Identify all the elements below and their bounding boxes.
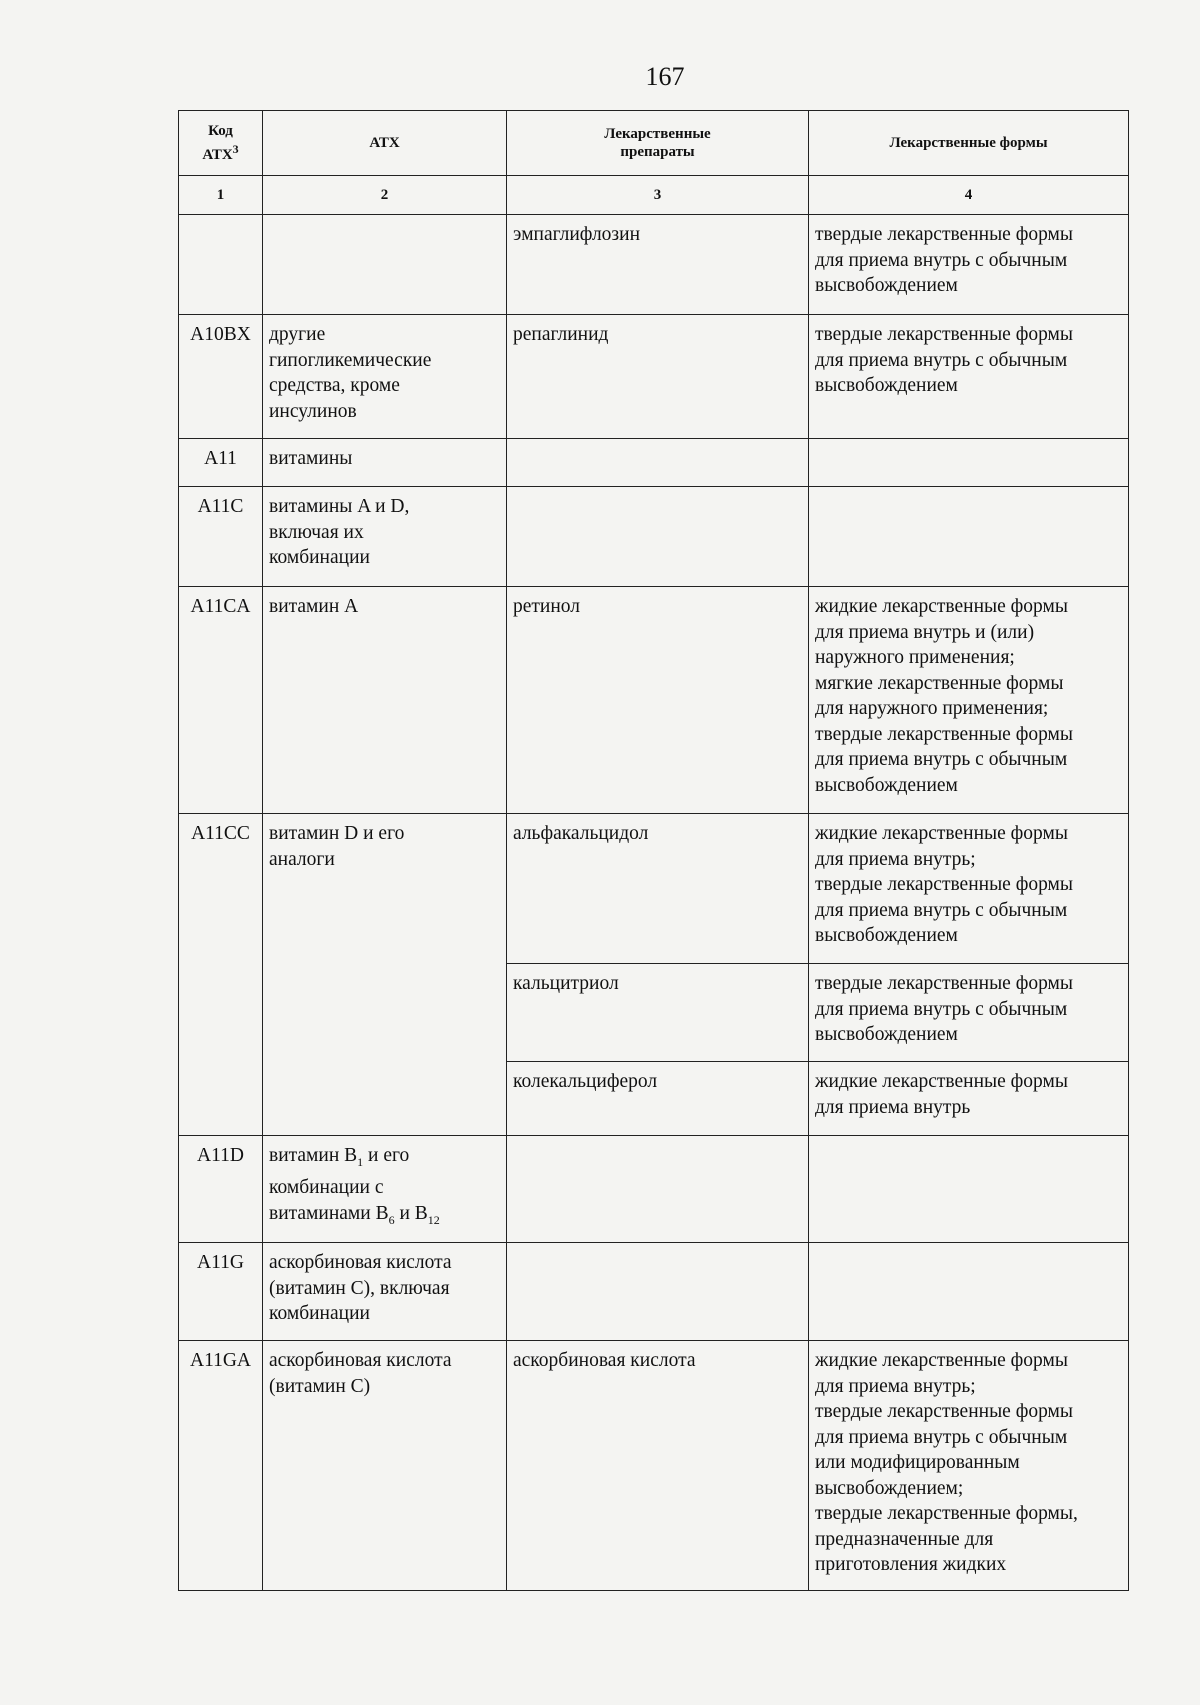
table-row (179, 215, 1129, 315)
forms-cell: твердые лекарственные формы для приема внутрь с обычным высвобождением (809, 315, 1129, 439)
drug-cell: колекальциферол (507, 1062, 809, 1136)
table-row (179, 439, 1129, 487)
table-row (179, 587, 1129, 814)
drug-cell (507, 439, 809, 487)
code-cell: A11G (179, 1243, 263, 1341)
atx-cell: витамин A (263, 587, 507, 814)
forms-cell: твердые лекарственные формы для приема внутрь с обычным высвобождением (809, 215, 1129, 315)
table-header-row (179, 111, 1129, 176)
forms-cell: твердые лекарственные формы для приема внутрь с обычным высвобождением (809, 964, 1129, 1062)
drug-cell: эмпаглифлозин (507, 215, 809, 315)
table-row (179, 814, 1129, 964)
drug-cell: ретинол (507, 587, 809, 814)
column-number: 3 (507, 176, 809, 215)
table-row (179, 1341, 1129, 1591)
atx-cell (263, 215, 507, 315)
table-row (179, 1136, 1129, 1243)
drug-cell: альфакальцидол (507, 814, 809, 964)
page-number: 167 (645, 62, 685, 91)
table-row (179, 487, 1129, 587)
code-cell: A11 (179, 439, 263, 487)
column-number-row (179, 176, 1129, 215)
code-cell: A11CC (179, 814, 263, 1136)
forms-cell: жидкие лекарственные формы для приема внутрь; твердые лекарственные формы для приема внутрь с обычным или модифицированным высвобождением; твердые лекарственные формы, предназначенные для приготовления жидких (809, 1341, 1129, 1591)
header-forms: Лекарственные формы (809, 111, 1129, 176)
header-atx: АТХ (263, 111, 507, 176)
table-row (179, 1243, 1129, 1341)
code-cell: A11D (179, 1136, 263, 1243)
forms-cell (809, 1136, 1129, 1243)
forms-cell: жидкие лекарственные формы для приема внутрь; твердые лекарственные формы для приема внутрь с обычным высвобождением (809, 814, 1129, 964)
atx-cell: витамин $B_1$ и его комбинации с витаминами $B_6$ и $B_{12}$ (263, 1136, 507, 1243)
atx-cell: аскорбиновая кислота (витамин C) (263, 1341, 507, 1591)
drug-cell: репаглинид (507, 315, 809, 439)
forms-cell: жидкие лекарственные формы для приема внутрь и (или) наружного применения; мягкие лекарственные формы для наружного применения; твердые лекарственные формы для приема внутрь с обычным высвобождением (809, 587, 1129, 814)
atx-cell: аскорбиновая кислота (витамин C), включая комбинации (263, 1243, 507, 1341)
code-cell: A10BX (179, 315, 263, 439)
table-row (179, 315, 1129, 439)
forms-cell (809, 1243, 1129, 1341)
drug-cell (507, 1243, 809, 1341)
header-code: Код АТХ$^3$ (179, 111, 263, 176)
forms-cell (809, 439, 1129, 487)
drug-cell (507, 1136, 809, 1243)
drug-cell: аскорбиновая кислота (507, 1341, 809, 1591)
drug-cell (507, 487, 809, 587)
atx-cell: другие гипогликемические средства, кроме инсулинов (263, 315, 507, 439)
atx-cell: витамины A и D, включая их комбинации (263, 487, 507, 587)
column-number: 2 (263, 176, 507, 215)
forms-cell: жидкие лекарственные формы для приема внутрь (809, 1062, 1129, 1136)
code-cell: A11CA (179, 587, 263, 814)
code-cell: A11GA (179, 1341, 263, 1591)
code-cell (179, 215, 263, 315)
header-drugs: Лекарственные препараты (507, 111, 809, 176)
column-number: 1 (179, 176, 263, 215)
column-number: 4 (809, 176, 1129, 215)
atx-cell: витамин D и его аналоги (263, 814, 507, 1136)
forms-cell (809, 487, 1129, 587)
atx-cell: витамины (263, 439, 507, 487)
atx-table (178, 110, 1129, 1591)
code-cell: A11C (179, 487, 263, 587)
drug-cell: кальцитриол (507, 964, 809, 1062)
